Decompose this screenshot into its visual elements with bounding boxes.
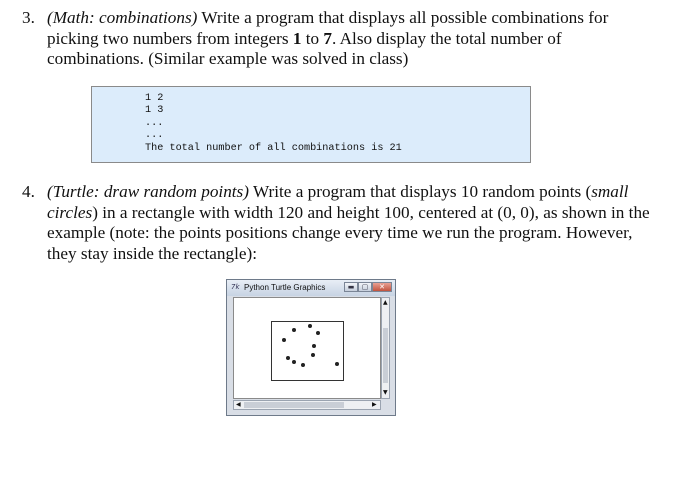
turtle-window-titlebar[interactable] xyxy=(227,280,395,296)
close-icon[interactable]: ✕ xyxy=(372,282,392,292)
problem-4-topic: (Turtle: draw random points) xyxy=(47,182,249,201)
vertical-scroll-thumb[interactable] xyxy=(383,328,388,383)
random-point xyxy=(286,356,290,360)
scroll-down-icon[interactable]: ▼ xyxy=(383,389,388,396)
problem-4-text xyxy=(47,182,652,264)
bounding-rectangle xyxy=(271,321,344,381)
scroll-up-icon[interactable]: ▲ xyxy=(383,299,388,306)
problem-3-text-a: Write a program that displays all possible combinations for picking two numbers from integers xyxy=(47,8,609,48)
random-point xyxy=(292,328,296,332)
console-total-line: The total number of all combinations is 21 xyxy=(145,142,402,154)
problem-3-text-b: to xyxy=(301,28,324,48)
random-point xyxy=(311,353,315,357)
random-point xyxy=(301,363,305,367)
sample-output-console xyxy=(91,86,531,163)
console-line-3: ... xyxy=(145,117,164,129)
maximize-icon[interactable]: ▢ xyxy=(358,282,372,292)
horizontal-scroll-thumb[interactable] xyxy=(244,402,344,408)
console-line-1: 1 2 xyxy=(145,93,164,104)
scroll-right-icon[interactable]: ▶ xyxy=(372,401,377,408)
problem-3-topic: (Math: combinations) xyxy=(47,8,198,27)
turtle-window-title: Python Turtle Graphics xyxy=(244,283,326,292)
problem-4-small-circles: small circles xyxy=(47,182,629,222)
scroll-left-icon[interactable]: ◀ xyxy=(236,401,241,408)
window-controls xyxy=(344,282,392,293)
random-point xyxy=(312,344,316,348)
problem-4-number: 4. xyxy=(22,182,35,201)
random-point xyxy=(292,360,296,364)
problem-3-bold-7: 7 xyxy=(323,28,332,48)
problem-3-number: 3. xyxy=(22,8,35,27)
random-point xyxy=(308,324,312,328)
random-point xyxy=(282,338,286,342)
console-line-2: 1 3 xyxy=(145,105,164,117)
problem-3-text xyxy=(47,8,652,70)
problem-4-text-b: ) in a rectangle with width 120 and height 100, centered at (0, 0), as shown in the example (note: the points positions change every time we run the program. However, they stay inside the rectangle): xyxy=(47,202,650,263)
problem-4 xyxy=(22,182,652,264)
problem-3-text-c: . Also display the total number of combinations. (Similar example was solved in class) xyxy=(47,28,562,68)
turtle-canvas xyxy=(233,297,381,399)
problem-3-bold-1: 1 xyxy=(292,28,302,48)
horizontal-scrollbar[interactable] xyxy=(233,400,381,410)
turtle-window xyxy=(226,279,396,416)
random-point xyxy=(335,362,339,366)
python-logo-icon: 7k xyxy=(231,283,240,291)
console-line-4: ... xyxy=(145,130,164,142)
vertical-scrollbar[interactable] xyxy=(381,297,390,399)
problem-3 xyxy=(22,8,652,70)
minimize-icon[interactable]: ▬ xyxy=(344,282,358,292)
random-point xyxy=(316,331,320,335)
problem-4-text-a: Write a program that displays 10 random points ( xyxy=(248,182,592,201)
